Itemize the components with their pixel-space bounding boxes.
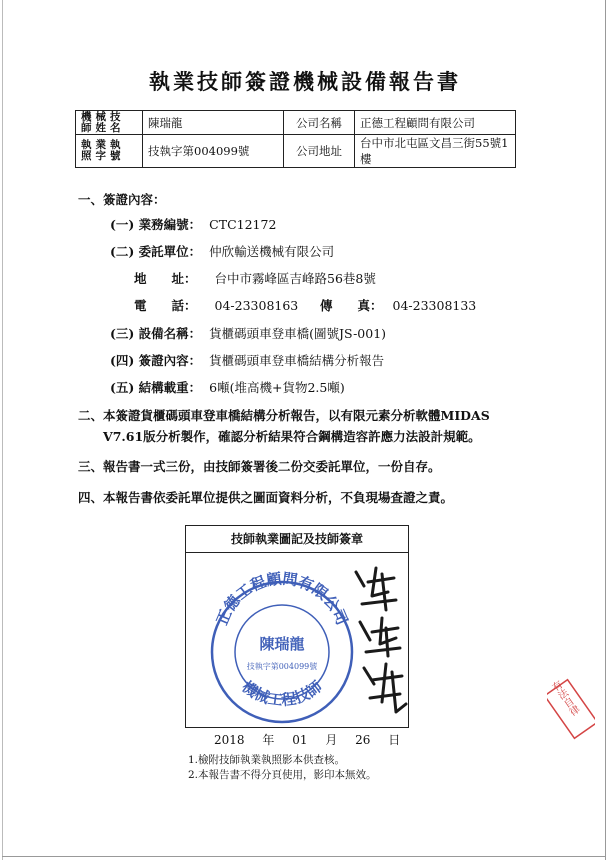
date-day-unit: 日 <box>388 733 401 747</box>
company-address-label: 公司地址 <box>284 135 355 168</box>
section2-line2: V7.61版分析製作，確認分析結果符合鋼構造容許應力法設計規範。 <box>103 429 481 444</box>
equipment-name: 貨櫃碼頭車登車橋(圖號JS-001) <box>209 326 387 341</box>
seal-ring-text: 正德工程顧問有限公司 <box>212 569 352 628</box>
business-number: CTC12172 <box>209 217 277 232</box>
client-phone-row <box>134 296 298 314</box>
certification-content-label: (四) 簽證內容： <box>110 353 202 368</box>
client-row <box>110 242 334 260</box>
structural-load: 6噸(堆高機+貨物2.5噸) <box>209 380 345 395</box>
note-1: 1.檢附技師執業執照影本供查核。 <box>188 754 346 766</box>
date-month-unit: 月 <box>325 733 338 747</box>
signing-date <box>214 731 400 748</box>
company-address: 台中市北屯區文昌三街55號1樓 <box>355 135 516 168</box>
svg-text:正德工程顧問有限公司 <box>213 570 351 628</box>
section1-heading: 一、簽證內容： <box>78 192 166 207</box>
phone-value: 04-23308163 <box>214 298 299 313</box>
seal-center-name: 陳瑞龍 <box>259 635 305 653</box>
phone-label: 電 話： <box>134 298 197 313</box>
equipment-row <box>110 324 386 342</box>
business-number-row <box>110 215 276 233</box>
seal-license-text: 技執字第004099號 <box>246 662 318 671</box>
certification-content: 貨櫃碼頭車登車橋結構分析報告 <box>209 353 385 368</box>
business-number-label: (一) 業務編號： <box>110 217 202 232</box>
seal-box-title: 技師執業圖記及技師簽章 <box>186 526 408 553</box>
structural-load-label: (五) 結構載重： <box>110 380 202 395</box>
section4-text: 四、本報告書依委託單位提供之圖面資料分析，不負現場查證之責。 <box>78 490 454 505</box>
company-name: 正德工程顧問有限公司 <box>355 111 516 135</box>
document-title: 執業技師簽證機械設備報告書 <box>149 69 461 94</box>
fax-label: 傳 真： <box>320 298 383 313</box>
engineer-seal <box>212 570 352 722</box>
structural-load-row <box>110 378 345 396</box>
fax-value: 04-23308133 <box>392 298 477 313</box>
company-name-label: 公司名稱 <box>284 111 355 135</box>
date-day: 26 <box>355 733 371 747</box>
client-fax-row <box>320 296 476 314</box>
corner-seal-text: 有法自律 <box>548 679 581 719</box>
table-row <box>76 135 516 168</box>
client-label: (二) 委託單位： <box>110 244 202 259</box>
license-number: 技執字第004099號 <box>143 135 284 168</box>
engineer-signature <box>356 568 406 712</box>
official-seal-graphic <box>186 552 408 727</box>
page-bottom-edge <box>2 856 606 857</box>
table-row <box>76 111 516 135</box>
date-year: 2018 <box>214 733 245 747</box>
engineer-name: 陳瑞龍 <box>143 111 284 135</box>
client-address-label: 地 址： <box>134 271 197 286</box>
engineer-info-table <box>75 110 516 168</box>
page-left-edge <box>2 0 3 860</box>
license-number-label: 執業執照字號 <box>76 135 143 168</box>
engineer-name-label: 機械技師姓名 <box>76 111 143 135</box>
corner-seal-stamp <box>547 677 595 741</box>
page-right-edge <box>605 0 606 860</box>
seal-bottom-text: 機械工程技師 <box>238 677 326 710</box>
section2-line1: 二、本簽證貨櫃碼頭車登車橋結構分析報告，以有限元素分析軟體MIDAS <box>78 408 490 423</box>
date-month: 01 <box>292 733 308 747</box>
client-address: 台中市霧峰區吉峰路56巷8號 <box>214 271 376 286</box>
note-2: 2.本報告書不得分頁使用，影印本無效。 <box>188 769 377 781</box>
client-address-row <box>134 269 376 287</box>
date-year-unit: 年 <box>262 733 275 747</box>
certification-content-row <box>110 351 384 369</box>
engineer-seal-box <box>185 525 409 728</box>
section3-text: 三、報告書一式三份，由技師簽署後二份交委託單位，一份自存。 <box>78 459 441 474</box>
client-name: 仲欣輸送機械有限公司 <box>209 244 335 259</box>
equipment-label: (三) 設備名稱： <box>110 326 202 341</box>
svg-text:機械工程技師 <box>239 677 326 709</box>
